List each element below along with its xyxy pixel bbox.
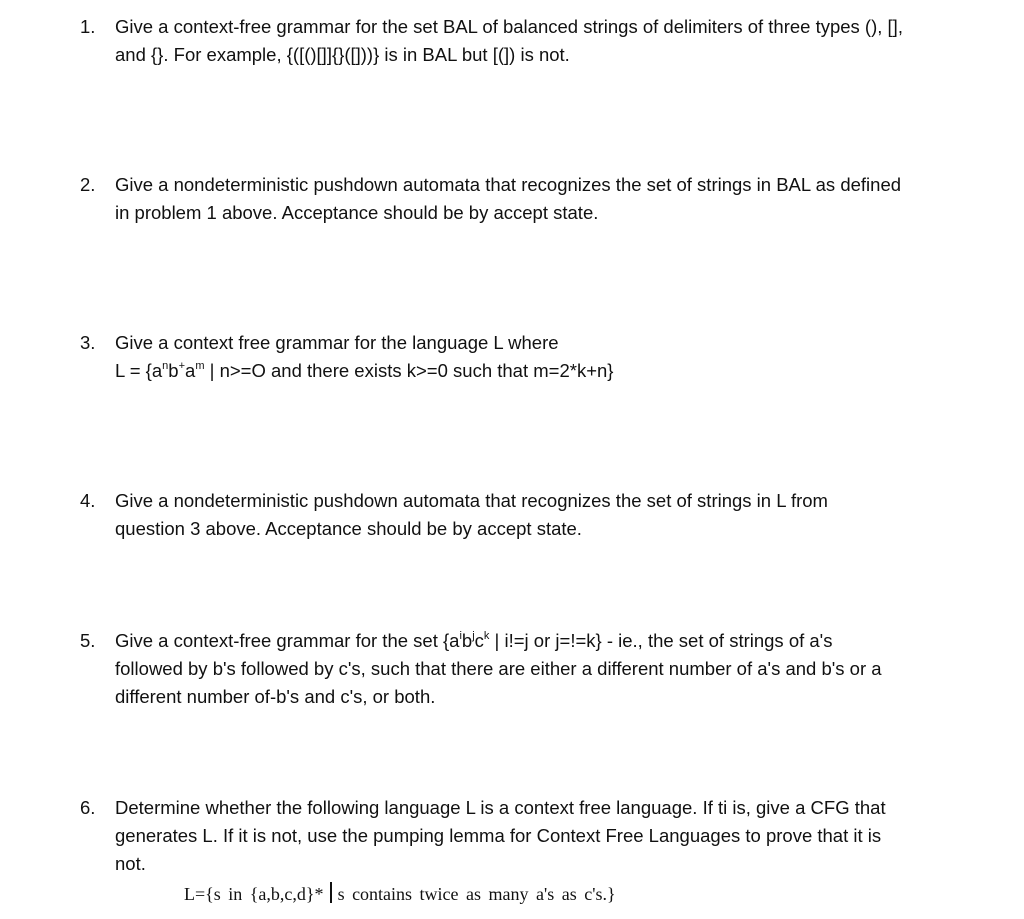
text-line: not. bbox=[115, 853, 146, 874]
problem-number: 2. bbox=[80, 174, 96, 195]
text-line: Determine whether the following language L is a context free language. If ti is, give a CFG that bbox=[115, 797, 886, 818]
problem-text bbox=[115, 627, 985, 711]
text-line: followed by b's followed by c's, such that there are either a different number of a's and b's or a bbox=[115, 658, 882, 679]
problem-number: 4. bbox=[80, 490, 96, 511]
problem-number: 3. bbox=[80, 332, 96, 353]
language-definition: $L = \{a^nb^+a^m$ | n>=O and there exists k>=0 such that m=2*k+n} bbox=[115, 359, 614, 381]
text-line: Give a nondeterministic pushdown automata that recognizes the set of strings in BAL as defined bbox=[115, 174, 902, 195]
text-line: in problem 1 above. Acceptance should be by accept state. bbox=[115, 202, 599, 223]
text-line: Give a context-free grammar for the set {$a^ib^jc^k$ | i!=j or j=!=k} - ie., the set of strings of a's bbox=[115, 629, 833, 651]
problem-text bbox=[115, 329, 985, 385]
language-definition-problem-6: L={s in {a,b,c,d}* s contains twice as many a's as c's.} bbox=[184, 884, 616, 904]
text-line: different number of-b's and c's, or both. bbox=[115, 686, 436, 707]
problem-text bbox=[115, 13, 985, 69]
such-that-bar bbox=[330, 882, 332, 903]
text-line: Give a nondeterministic pushdown automata that recognizes the set of strings in L from bbox=[115, 490, 828, 511]
text-line: Give a context free grammar for the language L where bbox=[115, 332, 559, 353]
problem-text bbox=[115, 487, 985, 543]
text-line: and {}. For example, {([()[]]{}([]))} is in BAL but [(]) is not. bbox=[115, 44, 570, 65]
problem-number: 5. bbox=[80, 630, 96, 651]
problem-text bbox=[115, 171, 985, 227]
text-line: generates L. If it is not, use the pumping lemma for Context Free Languages to prove that it is bbox=[115, 825, 882, 846]
problem-number: 6. bbox=[80, 797, 96, 818]
text-line: Give a context-free grammar for the set BAL of balanced strings of delimiters of three types (), [], bbox=[115, 16, 903, 37]
problem-text bbox=[115, 794, 985, 878]
text-line: question 3 above. Acceptance should be by accept state. bbox=[115, 518, 582, 539]
problem-number: 1. bbox=[80, 16, 96, 37]
